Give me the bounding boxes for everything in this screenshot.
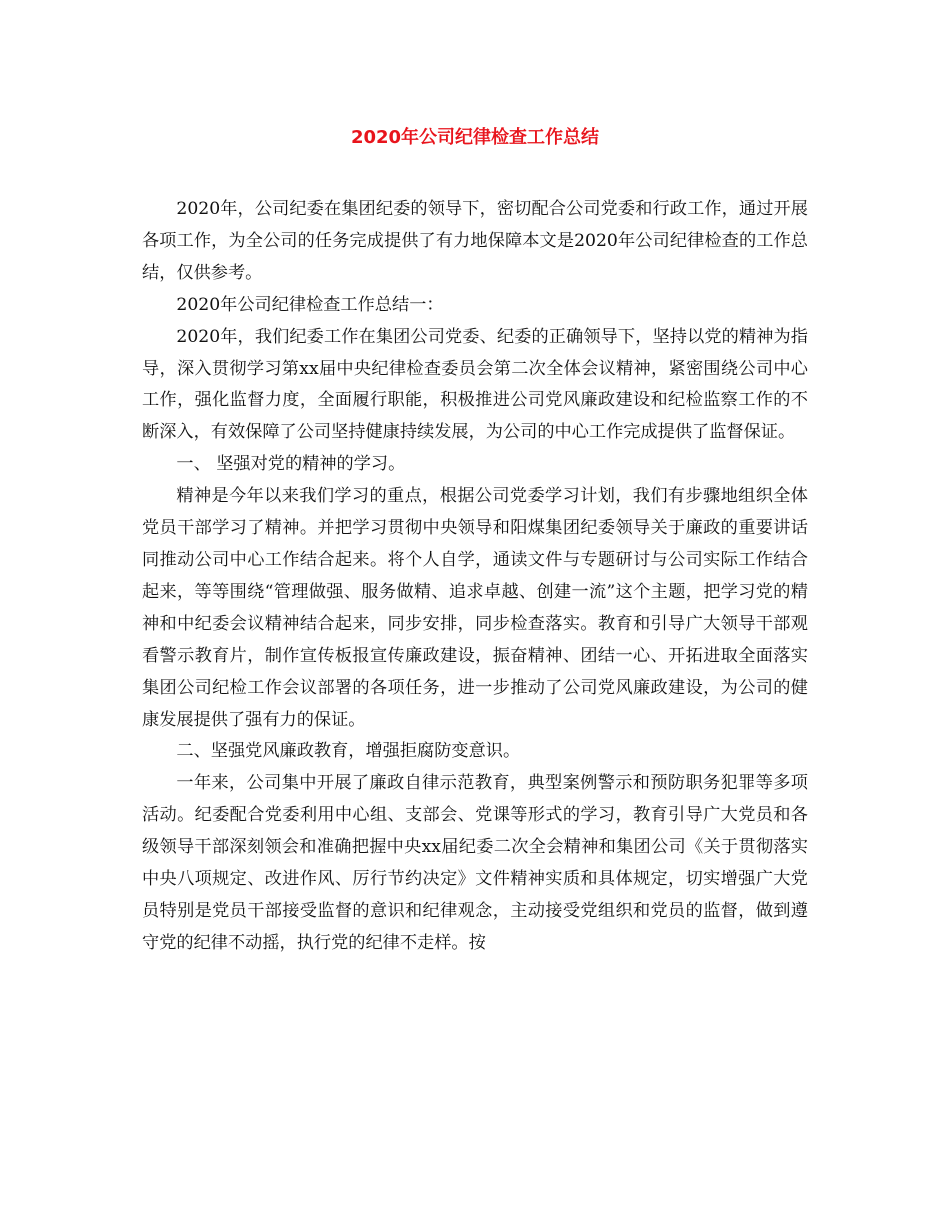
section-heading-2: 二、坚强党风廉政教育，增强拒腐防变意识。	[176, 741, 521, 762]
document-body	[142, 194, 808, 960]
document-title: 2020年公司纪律检查工作总结	[350, 127, 600, 148]
paragraph-section-2: 一年来，公司集中开展了廉政自律示范教育，典型案例警示和预防职务犯罪等多项活动。纪委配合党委利用中心组、支部会、党课等形式的学习，教育引导广大党员和各级领导干部深刻领会和准确把握中央xx届纪委二次全会精神和集团公司《关于贯彻落实中央八项规定、改进作风、厉行节约决定》文件精神实质和具体规定，切实增强广大党员特别是党员干部接受监督的意识和纪律观念，主动接受党组织和党员的监督，做到遵守党的纪律不动摇，执行党的纪律不走样。按	[142, 773, 808, 953]
paragraph-section-1: 精神是今年以来我们学习的重点，根据公司党委学习计划，我们有步骤地组织全体党员干部学习了精神。并把学习贯彻中央领导和阳煤集团纪委领导关于廉政的重要讲话同推动公司中心工作结合起来。将个人自学，通读文件与专题研讨与公司实际工作结合起来，等等围绕“管理做强、服务做精、追求卓越、创建一流”这个主题，把学习党的精神和中纪委会议精神结合起来，同步安排，同步检查落实。教育和引导广大领导干部观看警示教育片，制作宣传板报宣传廉政建设，振奋精神、团结一心、开拓进取全面落实集团公司纪检工作会议部署的各项任务，进一步推动了公司党风廉政建设，为公司的健康发展提供了强有力的保证。	[142, 486, 808, 730]
paragraph-overview: 2020年，我们纪委工作在集团公司党委、纪委的正确领导下，坚持以党的精神为指导，深入贯彻学习第xx届中央纪律检查委员会第二次全体会议精神，紧密围绕公司中心工作，强化监督力度，全面履行职能，积极推进公司党风廉政建设和纪检监察工作的不断深入，有效保障了公司坚持健康持续发展，为公司的中心工作完成提供了监督保证。	[142, 326, 808, 443]
paragraph-summary-heading: 2020年公司纪律检查工作总结一：	[176, 294, 444, 315]
paragraph-intro: 2020年，公司纪委在集团纪委的领导下，密切配合公司党委和行政工作，通过开展各项工作，为全公司的任务完成提供了有力地保障本文是2020年公司纪律检查的工作总结，仅供参考。	[142, 199, 808, 283]
section-heading-1: 一、 坚强对党的精神的学习。	[176, 454, 406, 475]
